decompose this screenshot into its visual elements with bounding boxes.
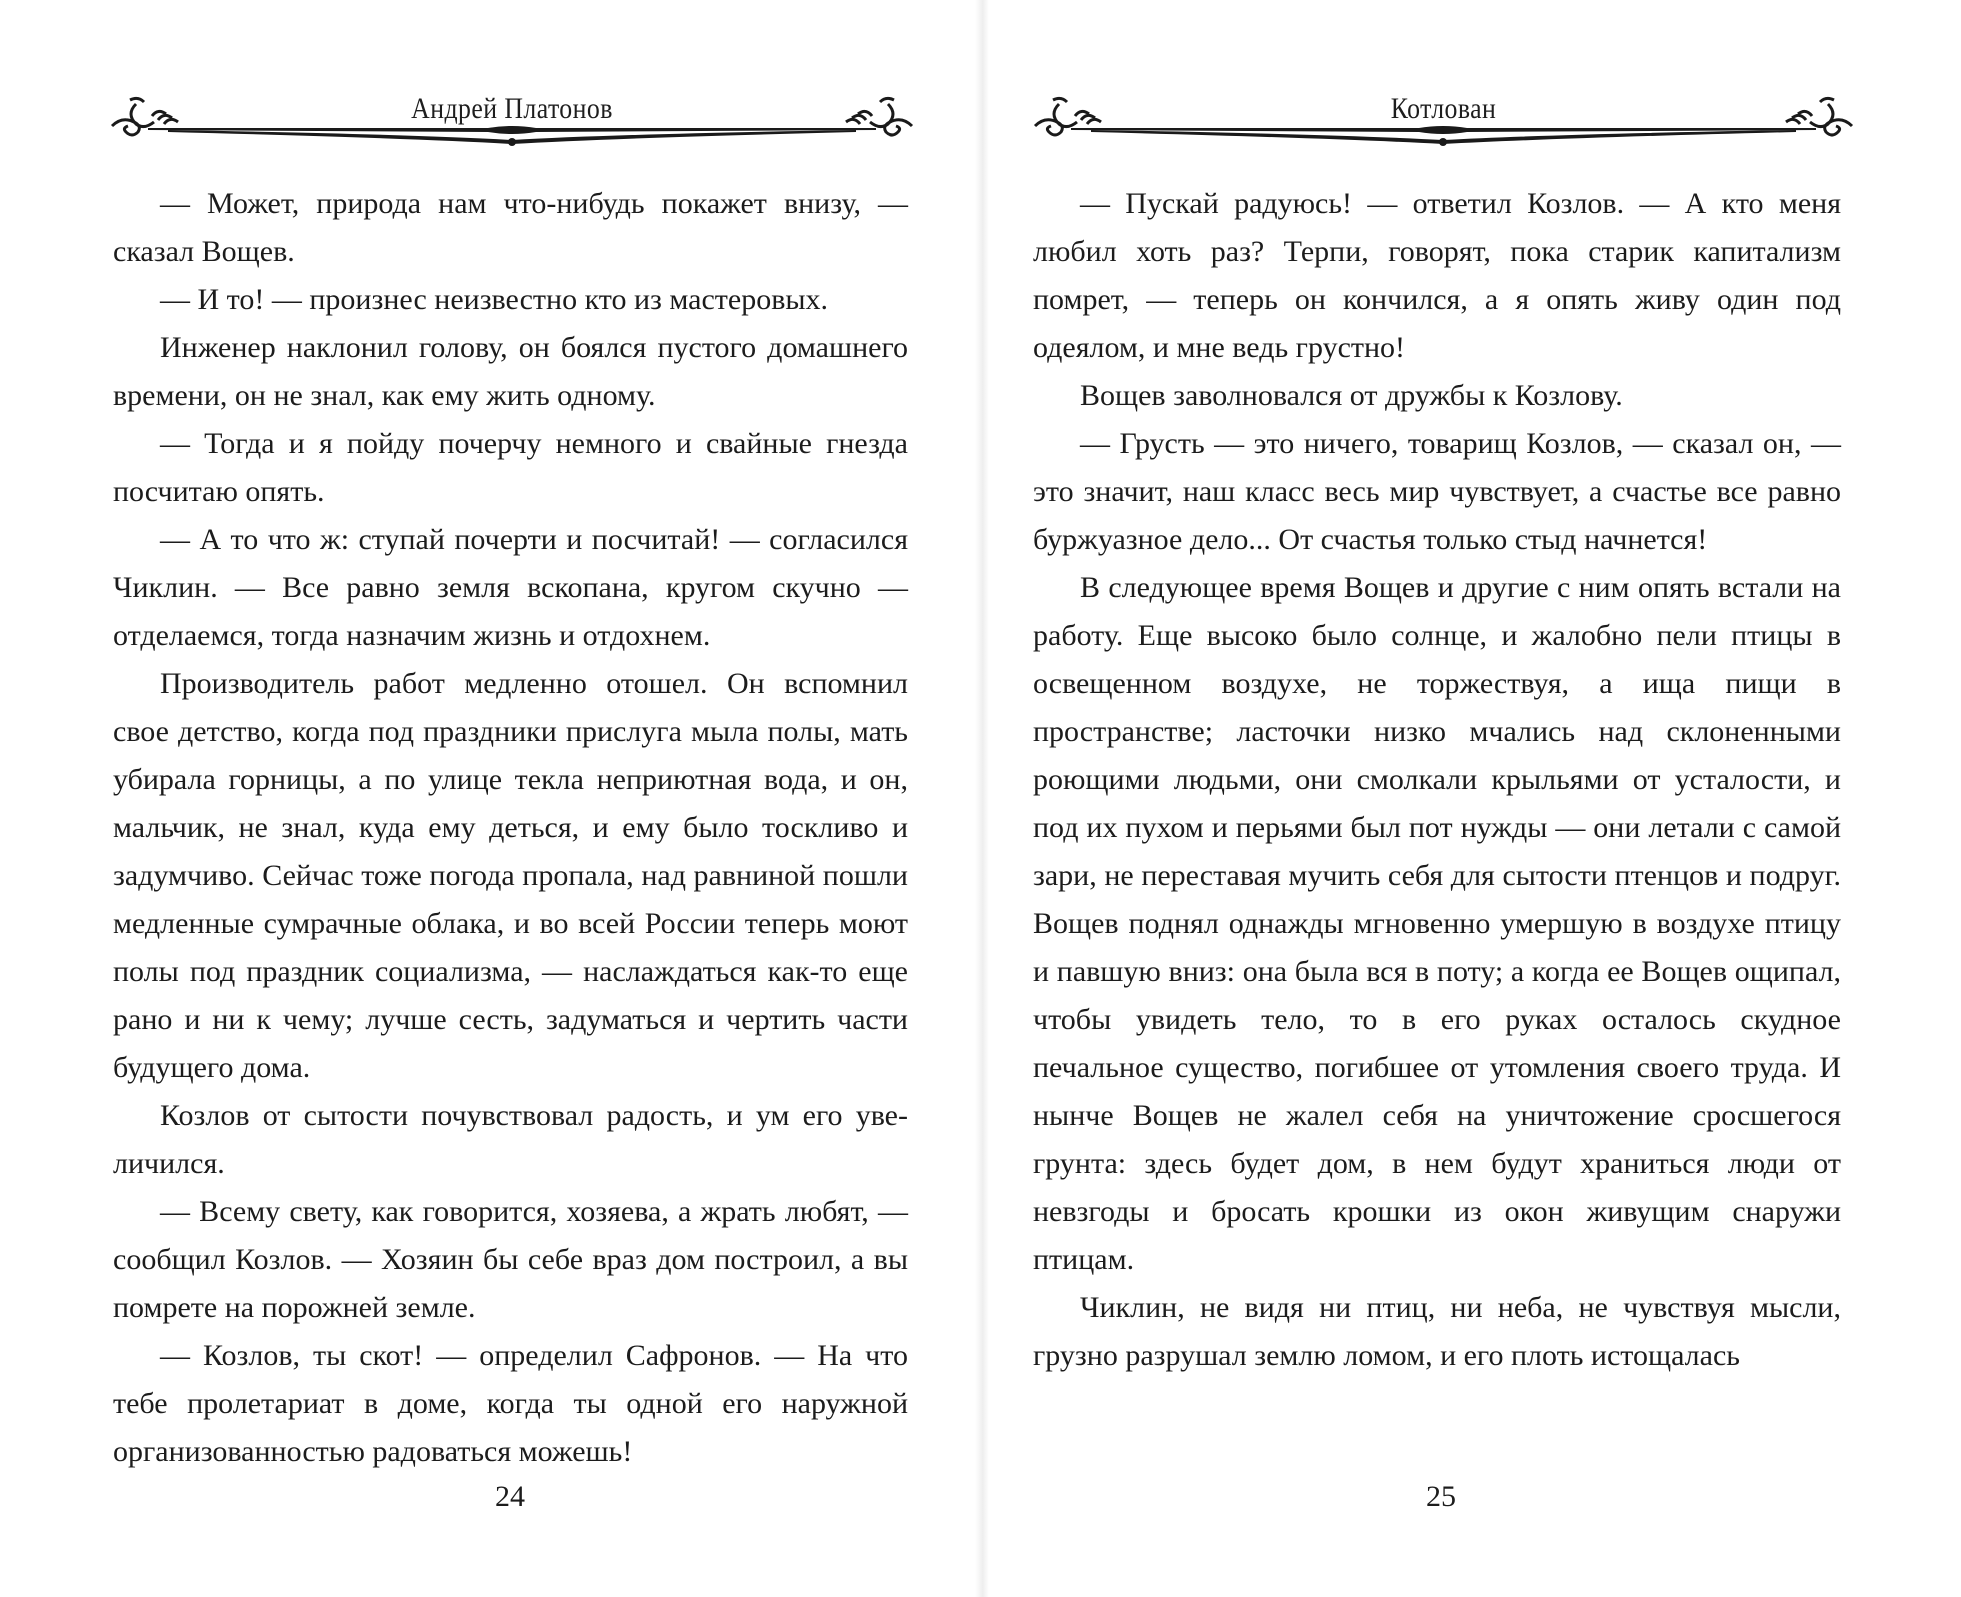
right-page-header [1031, 82, 1856, 162]
paragraph: — Всему свету, как говорится, хозяева, а жрать любят, — сообщил Козлов. — Хозяин бы себе враз дом построил, а вы помрете на порожней земле. [113, 1195, 908, 1324]
paragraph: Производитель работ медленно отошел. Он вспомнил свое детство, когда под праздники прислуга мыла полы, мать убирала горницы, а по улице текла неприютная вода, и он, мальчик, не знал, куда ему деться, и ему было тоскливо и задумчиво. Сейчас тоже погода пропала, над равниной пошли медленные сумрачные облака, и во всей России теперь моют полы под праздник социализма, — наслаждаться как-то еще рано и ни к чему; лучше сесть, задуматься и чертить части будущего дома. [113, 667, 908, 1084]
left-page [0, 0, 980, 1597]
running-title-author: Андрей Платонов [411, 92, 613, 125]
paragraph: Вощев заволновался от дружбы к Козлову. [1080, 379, 1623, 412]
paragraph: — Козлов, ты скот! — определил Сафронов. — На что тебе пролетариат в доме, когда ты одной его наружной организованностью радоваться можешь! [113, 1339, 908, 1468]
paragraph: Инженер наклонил голову, он боялся пустого домашнего времени, он не знал, как ему жить одному. [113, 331, 908, 412]
paragraph: — Может, природа нам что-нибудь покажет внизу, — сказал Вощев. [113, 187, 908, 268]
paragraph: — Грусть — это ничего, товарищ Козлов, — сказал он, — это значит, наш класс весь мир чувствует, а счастье все равно буржуазное дело... От счастья только стыд начнется! [1033, 427, 1841, 556]
paragraph: — А то что ж: ступай почерти и посчитай! — согласился Чиклин. — Все равно земля вскопана, кругом скучно — отделаемся, тогда назначим жизнь и отдохнем. [113, 523, 908, 652]
paragraph: — Тогда и я пойду почерчу немного и свайные гнезда посчитаю опять. [113, 427, 908, 508]
left-page-body [113, 180, 908, 1476]
right-page-body [1033, 180, 1841, 1380]
paragraph: Козлов от сытости почувствовал радость, и ум его увеличился. [113, 1099, 908, 1180]
page-number-right: 25 [1426, 1480, 1456, 1513]
paragraph: — И то! — произнес неизвестно кто из мастеровых. [160, 283, 829, 316]
right-page [981, 0, 1961, 1597]
paragraph: Чиклин, не видя ни птиц, ни неба, не чувствуя мысли, грузно разрушал землю ломом, и его плоть истощалась [1033, 1291, 1841, 1372]
paragraph: — Пускай радуюсь! — ответил Козлов. — А кто меня любил хоть раз? Терпи, говорят, пока старик капитализм помрет, — теперь он кончился, а я опять живу один под одеялом, и мне ведь грустно! [1033, 187, 1841, 364]
running-title-book: Котлован [1390, 92, 1497, 125]
page-number-left: 24 [495, 1480, 525, 1513]
left-page-header [108, 82, 916, 162]
paragraph: В следующее время Вощев и другие с ним опять встали на работу. Еще высоко было солнце, и жалобно пели птицы в освещенном воздухе, не торжествуя, а ища пищи в пространстве; ласточки низко мчались над склоненными роющими людьми, они смолкали крыльями от усталости, и под их пухом и перьями был пот нужды — они летали с самой зари, не переставая мучить себя для сытости птенцов и подруг. Вощев поднял однажды мгновенно умершую в воздухе птицу и павшую вниз: она была вся в поту; а когда ее Вощев ощипал, чтобы увидеть тело, то в его руках осталось скудное печальное существо, погибшее от утомления своего труда. И нынче Вощев не жалел себя на уничтожение сросшегося грунта: здесь будет дом, в нем будут храниться люди от невзгоды и бросать крошки из окон живущим снаружи птицам. [1033, 571, 1841, 1276]
